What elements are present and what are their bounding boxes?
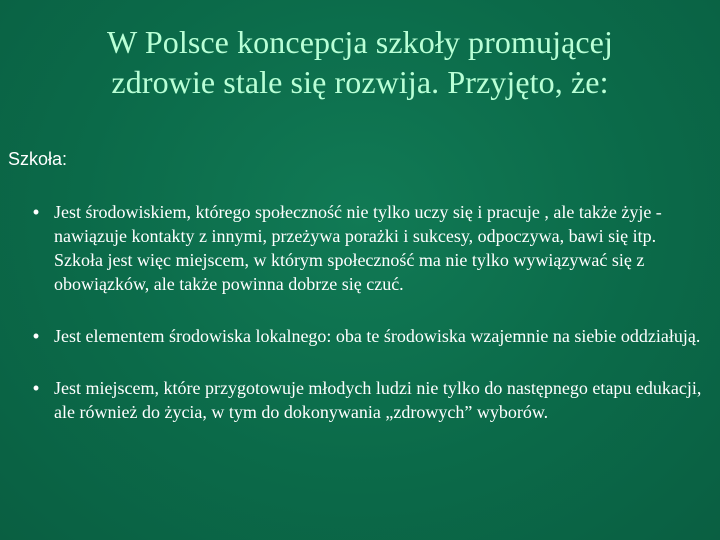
bullet-icon: • (32, 326, 40, 346)
bullet-text: Jest środowiskiem, którego społeczność nie tylko uczy się i pracuje , ale także żyje - nawiązuje kontakty z innymi, przeżywa porażki i sukcesy, odpoczywa, bawi się itp. Szkoła jest więc miejscem, w którym społeczność ma nie tylko wywiązywać się z obowiązków, ale także powinna dobrze się czuć. (54, 202, 662, 294)
bullet-item-2 (18, 324, 702, 348)
bullet-text: Jest elementem środowiska lokalnego: oba te środowiska wzajemnie na siebie oddziałują. (54, 326, 701, 346)
title-line-1: W Polsce koncepcja szkoły promującej (107, 24, 613, 60)
bullet-item-3 (18, 376, 702, 424)
slide-title (0, 22, 720, 102)
section-heading: Szkoła: (8, 149, 68, 169)
bullet-icon: • (32, 378, 40, 398)
title-line-2: zdrowie stale się rozwija. Przyjęto, że: (111, 64, 609, 100)
bullet-item-1 (18, 200, 702, 296)
bullet-icon: • (32, 202, 40, 222)
bullet-list (18, 200, 702, 452)
bullet-text: Jest miejscem, które przygotowuje młodych ludzi nie tylko do następnego etapu edukacji, ale również do życia, w tym do dokonywania „zdrowych” wyborów. (54, 378, 702, 422)
